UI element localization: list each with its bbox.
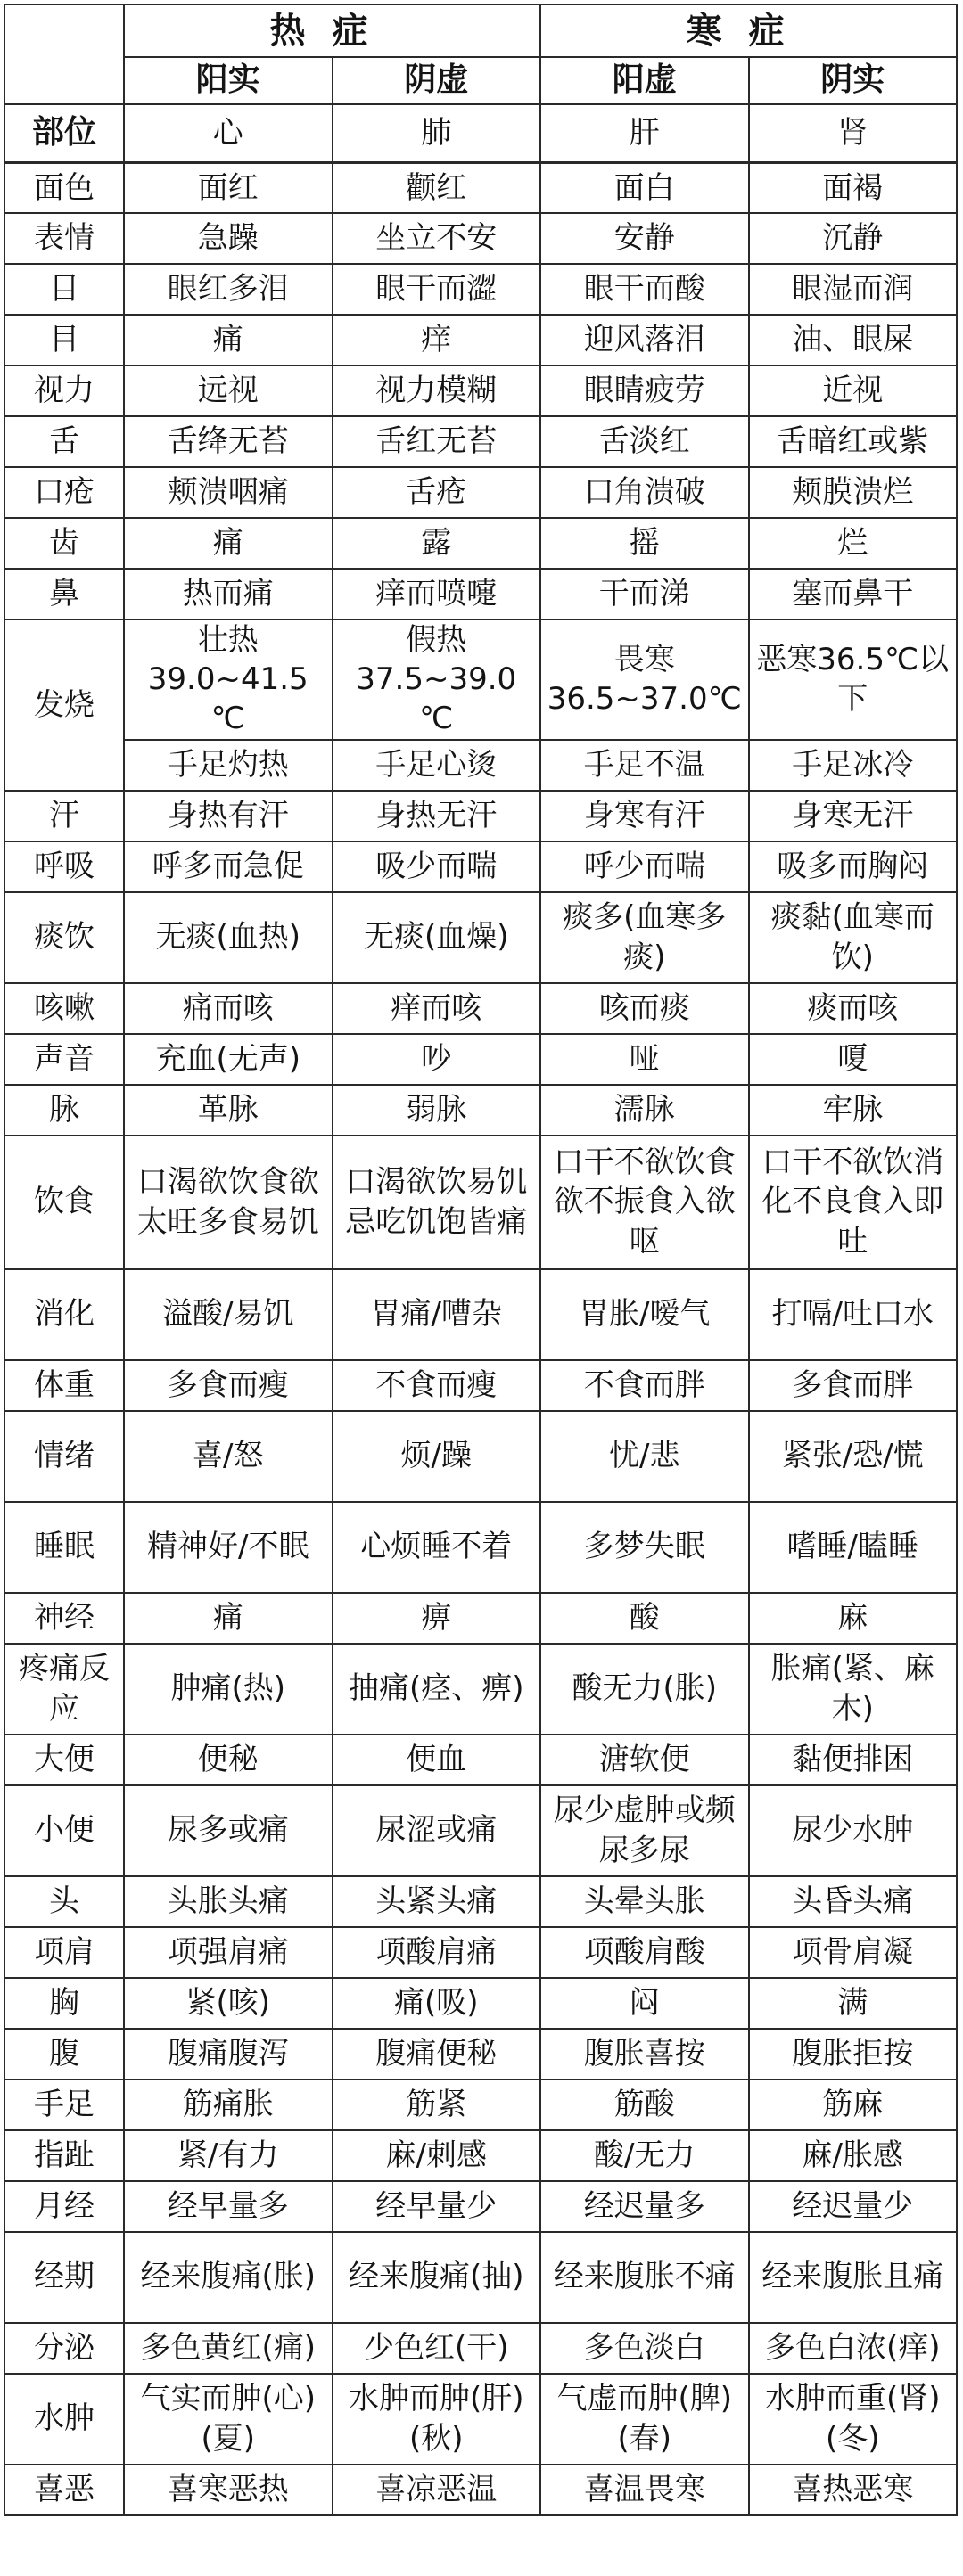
table-cell: 弱脉 [333,1085,541,1136]
table-cell: 手足冰冷 [749,740,958,791]
table-cell: 舌淡红 [540,416,749,467]
table-row [4,1735,957,1785]
table-cell: 身热无汗 [333,791,541,841]
table-cell: 抽痛(痉、痹) [333,1644,541,1735]
organ-cell: 肾 [749,104,958,162]
table-cell: 痛(吸) [333,1978,541,2029]
row-label: 目 [4,315,124,365]
table-row [4,841,957,892]
table-cell: 紧张/恐/慌 [749,1411,958,1502]
table-cell: 痒而咳 [333,983,541,1034]
table-cell: 胃胀/嗳气 [540,1269,749,1360]
table-cell: 壮热39.0~41.5 ℃ [124,619,333,740]
table-cell: 胀痛(紧、麻木) [749,1644,958,1735]
table-cell: 麻 [749,1593,958,1644]
table-cell: 舌红无苔 [333,416,541,467]
table-cell: 经来腹痛(胀) [124,2232,333,2323]
table-cell: 油、眼屎 [749,315,958,365]
table-cell: 眼红多泪 [124,264,333,315]
table-row [4,2232,957,2323]
table-cell: 胃痛/嘈杂 [333,1269,541,1360]
table-cell: 嗄 [749,1034,958,1085]
table-cell: 多色白浓(痒) [749,2323,958,2374]
table-row [4,1644,957,1735]
table-cell: 麻/胀感 [749,2130,958,2181]
table-cell: 视力模糊 [333,365,541,416]
table-cell: 多食而胖 [749,1360,958,1411]
row-label: 目 [4,264,124,315]
table-cell: 项酸肩痛 [333,1927,541,1978]
table-cell: 精神好/不眠 [124,1502,333,1593]
subheader-yang-deficiency: 阳虚 [540,57,749,104]
row-label: 经期 [4,2232,124,2323]
table-cell: 酸 [540,1593,749,1644]
table-cell: 口干不欲饮食欲不振食入欲呕 [540,1136,749,1269]
table-row [4,569,957,619]
table-cell: 牢脉 [749,1085,958,1136]
table-cell: 经来腹痛(抽) [333,2232,541,2323]
table-cell: 沉静 [749,213,958,264]
table-cell: 不食而瘦 [333,1360,541,1411]
table-row [4,416,957,467]
row-label: 疼痛反应 [4,1644,124,1735]
row-label: 小便 [4,1785,124,1876]
table-cell: 假热37.5~39.0 ℃ [333,619,541,740]
table-cell: 身热有汗 [124,791,333,841]
table-cell: 痰黏(血寒而饮) [749,892,958,983]
table-cell: 腹痛腹泻 [124,2029,333,2080]
row-label: 舌 [4,416,124,467]
table-row [4,365,957,416]
row-label: 脉 [4,1085,124,1136]
table-cell: 闷 [540,1978,749,2029]
table-cell: 露 [333,518,541,569]
table-cell: 手足灼热 [124,740,333,791]
table-row [4,315,957,365]
table-cell: 尿少水肿 [749,1785,958,1876]
row-label: 饮食 [4,1136,124,1269]
table-cell: 吸少而喘 [333,841,541,892]
table-cell: 经迟量多 [540,2181,749,2232]
table-row [4,2029,957,2080]
table-cell: 痛 [124,518,333,569]
table-cell: 眼干而澀 [333,264,541,315]
row-label: 咳嗽 [4,983,124,1034]
table-cell: 喜/怒 [124,1411,333,1502]
table-row [4,213,957,264]
table-row [4,1927,957,1978]
table-cell: 多色黄红(痛) [124,2323,333,2374]
table-cell: 尿多或痛 [124,1785,333,1876]
table-cell: 革脉 [124,1085,333,1136]
table-cell: 麻/刺感 [333,2130,541,2181]
table-cell: 头胀头痛 [124,1876,333,1927]
table-cell: 身寒无汗 [749,791,958,841]
table-cell: 腹胀拒按 [749,2029,958,2080]
table-cell: 尿涩或痛 [333,1785,541,1876]
table-cell: 安静 [540,213,749,264]
row-label: 喜恶 [4,2465,124,2515]
row-label: 大便 [4,1735,124,1785]
table-cell: 多食而瘦 [124,1360,333,1411]
organ-cell: 肺 [333,104,541,162]
table-cell: 经来腹胀且痛 [749,2232,958,2323]
row-label: 体重 [4,1360,124,1411]
table-cell: 颧红 [333,162,541,213]
table-cell: 坐立不安 [333,213,541,264]
table-cell: 水肿而肿(肝)(秋) [333,2374,541,2465]
row-label: 月经 [4,2181,124,2232]
table-cell: 肿痛(热) [124,1644,333,1735]
subheader-yang-excess: 阳实 [124,57,333,104]
table-row [4,1034,957,1085]
table-cell: 水肿而重(肾)(冬) [749,2374,958,2465]
table-cell: 喜热恶寒 [749,2465,958,2515]
table-cell: 恶寒36.5℃以下 [749,619,958,740]
corner-cell [4,4,124,104]
row-label: 水肿 [4,2374,124,2465]
table-cell: 口渴欲饮食欲太旺多食易饥 [124,1136,333,1269]
subheader-yin-excess: 阴实 [749,57,958,104]
table-row [4,2374,957,2465]
table-cell: 咳而痰 [540,983,749,1034]
table-cell: 呼多而急促 [124,841,333,892]
table-cell: 口干不欲饮消化不良食入即吐 [749,1136,958,1269]
table-cell: 舌暗红或紫 [749,416,958,467]
table-cell: 经迟量少 [749,2181,958,2232]
table-row [4,983,957,1034]
table-cell: 舌绛无苔 [124,416,333,467]
table-cell: 酸/无力 [540,2130,749,2181]
row-label: 指趾 [4,2130,124,2181]
table-cell: 痒而喷嚏 [333,569,541,619]
table-cell: 塞而鼻干 [749,569,958,619]
table-cell: 项强肩痛 [124,1927,333,1978]
table-row [4,518,957,569]
table-cell: 经早量多 [124,2181,333,2232]
table-cell: 颊膜溃烂 [749,467,958,518]
table-cell: 热而痛 [124,569,333,619]
table-cell: 筋酸 [540,2080,749,2130]
row-label: 项肩 [4,1927,124,1978]
table-cell: 烦/躁 [333,1411,541,1502]
table-cell: 舌疮 [333,467,541,518]
table-cell: 痰多(血寒多痰) [540,892,749,983]
table-cell: 溢酸/易饥 [124,1269,333,1360]
table-cell: 便血 [333,1735,541,1785]
table-cell: 便秘 [124,1735,333,1785]
table-cell: 喜温畏寒 [540,2465,749,2515]
table-cell: 腹痛便秘 [333,2029,541,2080]
table-row [4,1593,957,1644]
table-cell: 喜寒恶热 [124,2465,333,2515]
table-row [4,1502,957,1593]
table-cell: 口渴欲饮易饥忌吃饥饱皆痛 [333,1136,541,1269]
table-row [4,467,957,518]
row-label: 视力 [4,365,124,416]
table-cell: 头紧头痛 [333,1876,541,1927]
table-row [4,1269,957,1360]
group-header-hot: 热症 [124,4,540,57]
table-cell: 不食而胖 [540,1360,749,1411]
table-cell: 嗜睡/瞌睡 [749,1502,958,1593]
table-row [4,1085,957,1136]
table-row [4,2181,957,2232]
table-cell: 痹 [333,1593,541,1644]
table-cell: 打嗝/吐口水 [749,1269,958,1360]
row-label: 消化 [4,1269,124,1360]
table-row [4,619,957,740]
table-row [4,264,957,315]
table-row [4,1785,957,1876]
table-cell: 痰而咳 [749,983,958,1034]
table-cell: 酸无力(胀) [540,1644,749,1735]
table-cell: 吸多而胸闷 [749,841,958,892]
row-label: 胸 [4,1978,124,2029]
row-label: 汗 [4,791,124,841]
table-row [4,791,957,841]
table-cell: 气虚而肿(脾)(春) [540,2374,749,2465]
table-cell: 烂 [749,518,958,569]
table-cell: 颊溃咽痛 [124,467,333,518]
table-row [4,1411,957,1502]
organ-cell: 心 [124,104,333,162]
table-row [4,2323,957,2374]
table-cell: 心烦睡不着 [333,1502,541,1593]
table-cell: 紧/有力 [124,2130,333,2181]
table-row [4,2130,957,2181]
table-cell: 腹胀喜按 [540,2029,749,2080]
table-row [4,162,957,213]
table-row [4,2465,957,2515]
table-cell: 无痰(血热) [124,892,333,983]
table-row [4,1978,957,2029]
table-cell: 吵 [333,1034,541,1085]
table-cell: 干而涕 [540,569,749,619]
table-cell: 筋紧 [333,2080,541,2130]
table-row [4,892,957,983]
row-label: 分泌 [4,2323,124,2374]
table-cell: 多色淡白 [540,2323,749,2374]
row-label: 睡眠 [4,1502,124,1593]
table-cell: 痛 [124,315,333,365]
table-row [4,1360,957,1411]
table-cell: 喜凉恶温 [333,2465,541,2515]
row-label: 手足 [4,2080,124,2130]
table-cell: 满 [749,1978,958,2029]
organ-cell: 肝 [540,104,749,162]
table-row [4,740,957,791]
table-cell: 呼少而喘 [540,841,749,892]
table-cell: 忧/悲 [540,1411,749,1502]
table-cell: 头昏头痛 [749,1876,958,1927]
row-label: 呼吸 [4,841,124,892]
table-cell: 少色红(干) [333,2323,541,2374]
row-label: 神经 [4,1593,124,1644]
table-cell: 无痰(血燥) [333,892,541,983]
table-cell: 濡脉 [540,1085,749,1136]
row-label: 面色 [4,162,124,213]
table-row [4,2080,957,2130]
table-cell: 眼湿而润 [749,264,958,315]
table-cell: 经来腹胀不痛 [540,2232,749,2323]
row-label: 鼻 [4,569,124,619]
table-row [4,1136,957,1269]
table-cell: 头晕头胀 [540,1876,749,1927]
table-cell: 眼干而酸 [540,264,749,315]
table-cell: 急躁 [124,213,333,264]
syndrome-comparison-table [4,4,958,2516]
table-cell: 充血(无声) [124,1034,333,1085]
table-cell: 紧(咳) [124,1978,333,2029]
table-cell: 经早量少 [333,2181,541,2232]
table-row [4,1876,957,1927]
table-cell: 筋麻 [749,2080,958,2130]
table-cell: 溏软便 [540,1735,749,1785]
table-cell: 痒 [333,315,541,365]
row-label: 发烧 [4,619,124,791]
row-label: 头 [4,1876,124,1927]
row-label: 齿 [4,518,124,569]
table-cell: 迎风落泪 [540,315,749,365]
group-header-cold: 寒症 [540,4,957,57]
organ-row-label: 部位 [4,104,124,162]
table-cell: 气实而肿(心)(夏) [124,2374,333,2465]
table-cell: 摇 [540,518,749,569]
row-label: 声音 [4,1034,124,1085]
table-cell: 尿少虚肿或频尿多尿 [540,1785,749,1876]
table-cell: 面褐 [749,162,958,213]
row-label: 痰饮 [4,892,124,983]
table-cell: 哑 [540,1034,749,1085]
row-label: 情绪 [4,1411,124,1502]
row-label: 表情 [4,213,124,264]
subheader-yin-deficiency: 阴虚 [333,57,541,104]
table-cell: 手足不温 [540,740,749,791]
table-cell: 痛而咳 [124,983,333,1034]
table-cell: 痛 [124,1593,333,1644]
table-cell: 身寒有汗 [540,791,749,841]
table-cell: 多梦失眠 [540,1502,749,1593]
table-cell: 近视 [749,365,958,416]
row-label: 腹 [4,2029,124,2080]
table-cell: 口角溃破 [540,467,749,518]
table-cell: 面白 [540,162,749,213]
table-cell: 面红 [124,162,333,213]
row-label: 口疮 [4,467,124,518]
table-cell: 黏便排困 [749,1735,958,1785]
table-cell: 项骨肩凝 [749,1927,958,1978]
table-cell: 畏寒36.5~37.0℃ [540,619,749,740]
table-cell: 眼睛疲劳 [540,365,749,416]
table-cell: 远视 [124,365,333,416]
table-cell: 手足心烫 [333,740,541,791]
table-cell: 项酸肩酸 [540,1927,749,1978]
table-cell: 筋痛胀 [124,2080,333,2130]
